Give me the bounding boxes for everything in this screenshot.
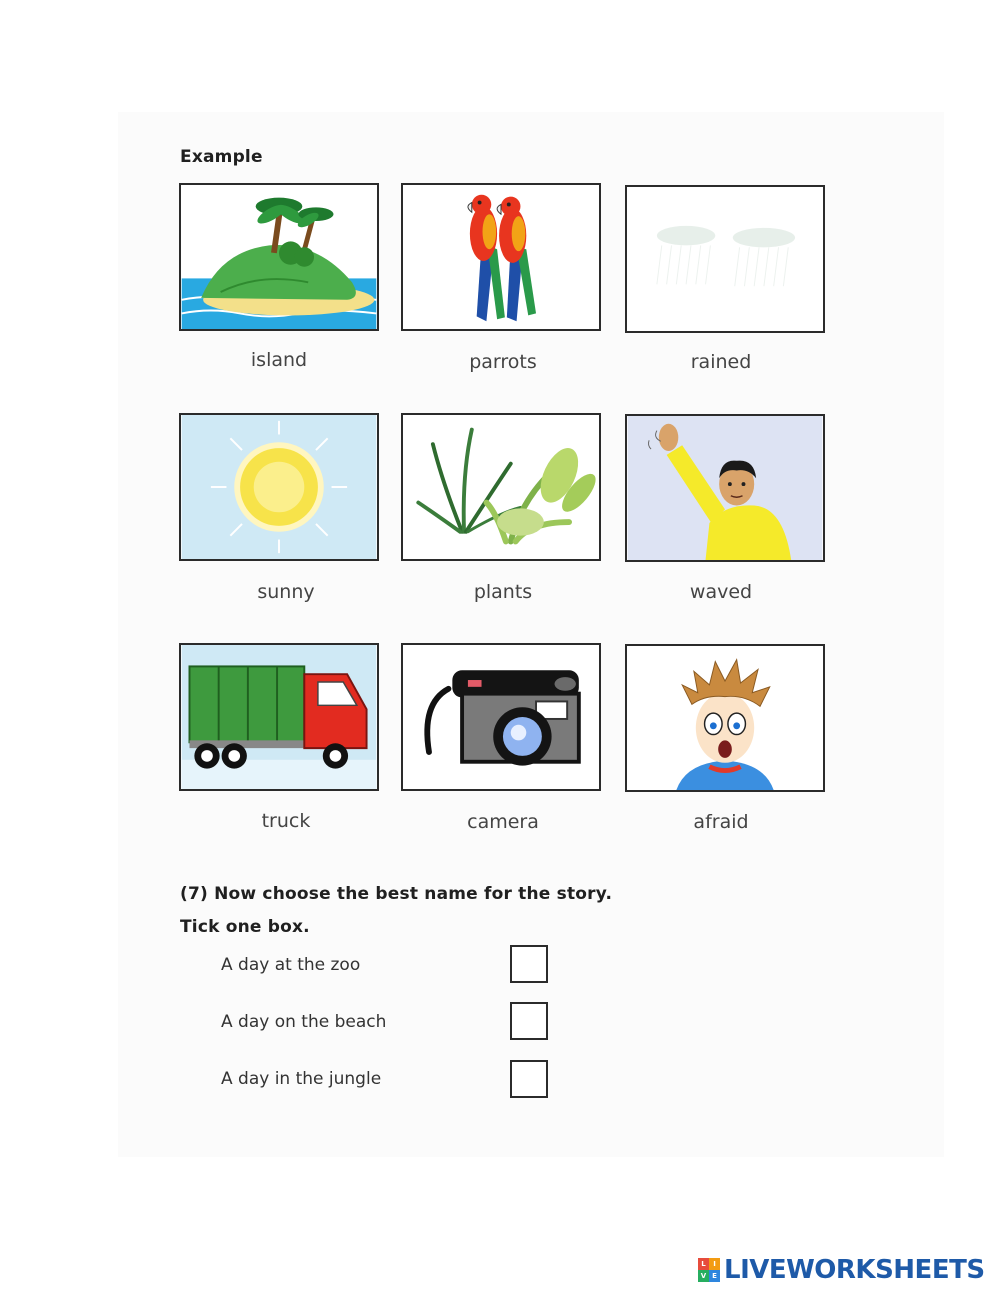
logo-tile-l: L (698, 1258, 709, 1270)
tickbox-zoo[interactable] (510, 945, 548, 983)
caption-waved: waved (689, 581, 753, 603)
caption-rained: rained (690, 351, 752, 373)
caption-plants: plants (473, 581, 533, 603)
tickbox-jungle[interactable] (510, 1060, 548, 1098)
option-label-zoo: A day at the zoo (221, 955, 361, 975)
plants-icon (403, 415, 599, 559)
logo-tile-v: V (698, 1270, 709, 1282)
waving-boy-icon (627, 416, 823, 560)
card-afraid (625, 644, 825, 792)
tickbox-beach[interactable] (510, 1002, 548, 1040)
card-rained (625, 185, 825, 333)
logo-tile-i: I (709, 1258, 720, 1270)
sun-icon (181, 415, 377, 559)
logo-text: LIVEWORKSHEETS (724, 1255, 985, 1285)
caption-camera: camera (467, 811, 539, 833)
caption-island: island (250, 349, 308, 371)
example-heading: Example (180, 147, 263, 167)
instruction-text: Tick one box. (180, 917, 310, 937)
caption-parrots: parrots (469, 351, 537, 373)
card-camera (401, 643, 601, 791)
parrots-icon (403, 185, 599, 329)
logo-tile-e: E (709, 1270, 720, 1282)
caption-truck: truck (261, 810, 311, 832)
afraid-boy-icon (627, 646, 823, 790)
option-label-jungle: A day in the jungle (221, 1069, 382, 1089)
card-sunny (179, 413, 379, 561)
card-plants (401, 413, 601, 561)
caption-afraid: afraid (693, 811, 749, 833)
rain-icon (627, 187, 823, 331)
card-waved (625, 414, 825, 562)
caption-sunny: sunny (257, 581, 315, 603)
logo-mark-icon (698, 1258, 720, 1282)
liveworksheets-logo[interactable] (698, 1256, 985, 1284)
question-text: (7) Now choose the best name for the story. (180, 884, 613, 904)
island-icon (181, 185, 377, 329)
card-island (179, 183, 379, 331)
card-parrots (401, 183, 601, 331)
camera-icon (403, 645, 599, 789)
option-label-beach: A day on the beach (221, 1012, 387, 1032)
truck-icon (181, 645, 377, 789)
card-truck (179, 643, 379, 791)
